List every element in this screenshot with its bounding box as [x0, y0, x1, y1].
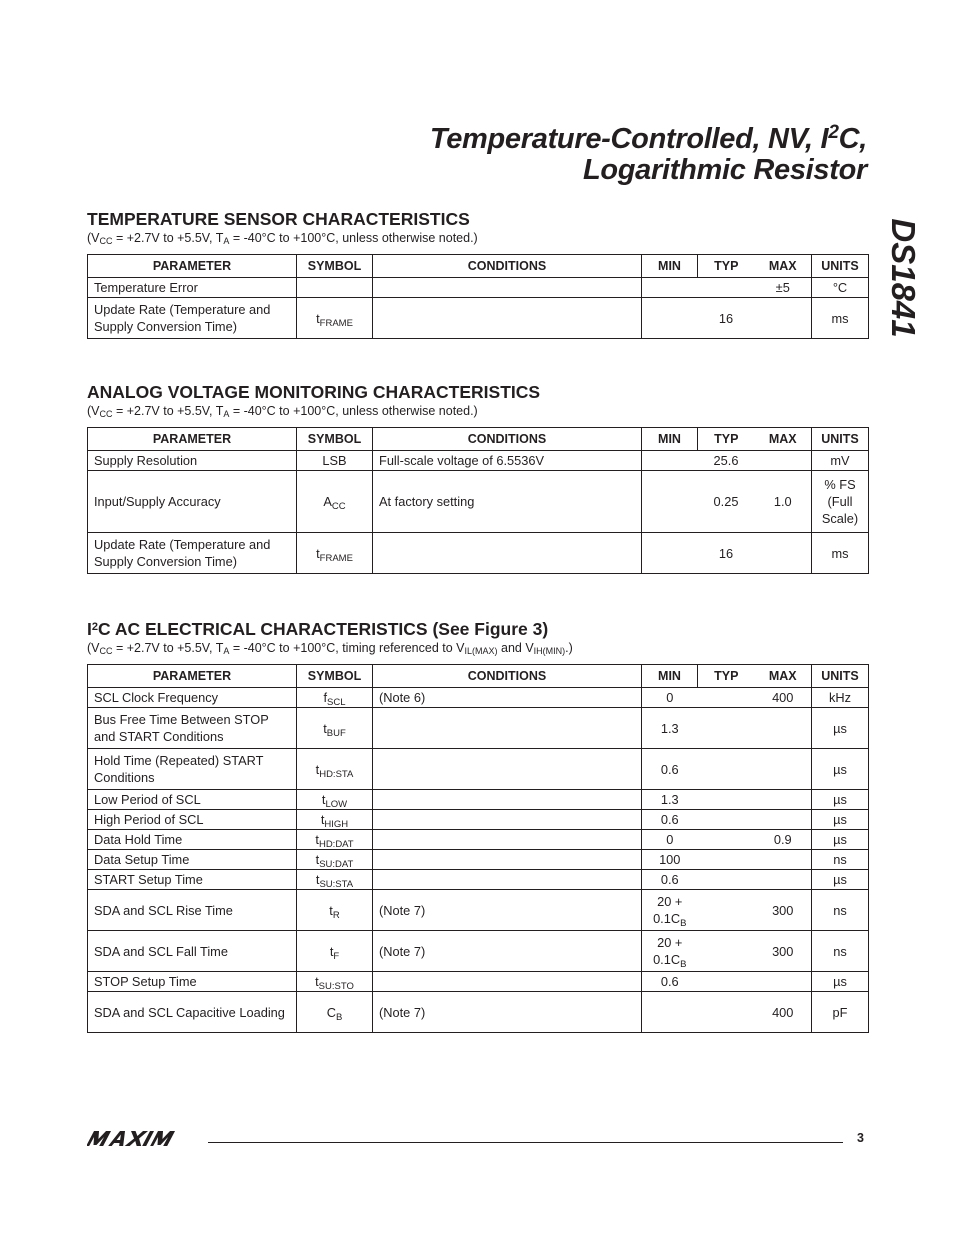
symbol-cell: $t_{HIGH}$ [297, 810, 373, 830]
col-header-min: MIN [642, 665, 698, 688]
conditions-note: ($V_{CC} = +2.7V$ to +5.5V, $T_A = -40^\circ C$ to +100°C, timing referenced to $V_{IL(MAX)}$ and $V_{IH(MIN)}$.) [87, 641, 573, 656]
table-row [88, 298, 869, 339]
symbol-cell: $t_{SU:STA}$ [297, 870, 373, 890]
max-cell [755, 870, 812, 890]
conditions-cell: At factory setting [373, 471, 642, 533]
typ-cell [698, 890, 755, 931]
typ-cell [698, 278, 755, 298]
units-cell: % FS (Full Scale) [812, 471, 869, 533]
i2c-ac-section [87, 618, 868, 1033]
units-cell: µs [812, 972, 869, 992]
title-line-2: Logarithmic Resistor [582, 154, 867, 186]
units-cell: ns [812, 890, 869, 931]
conditions-cell: (Note 6) [373, 688, 642, 708]
min-cell [642, 298, 698, 339]
symbol-cell [297, 278, 373, 298]
table-row [88, 278, 869, 298]
col-header-parameter: PARAMETER [88, 255, 297, 278]
typ-cell [698, 749, 755, 790]
units-cell: kHz [812, 688, 869, 708]
typ-cell [698, 708, 755, 749]
col-header-typ: TYP [698, 665, 755, 688]
col-header-units: UNITS [812, 255, 869, 278]
typ-cell: 16 [698, 298, 755, 339]
conditions-note: ($V_{CC} = +2.7V$ to +5.5V, $T_A = -40^\circ C$ to +100°C, unless otherwise noted.) [87, 231, 478, 246]
max-cell: 400 [755, 688, 812, 708]
symbol-cell: $t_{LOW}$ [297, 790, 373, 810]
col-header-min: MIN [642, 255, 698, 278]
units-cell: °C [812, 278, 869, 298]
symbol-cell: $t_{FRAME}$ [297, 533, 373, 574]
typ-cell: 25.6 [698, 451, 755, 471]
typ-cell [698, 790, 755, 810]
min-cell [642, 451, 698, 471]
conditions-cell: (Note 7) [373, 931, 642, 972]
max-cell: 300 [755, 931, 812, 972]
symbol-cell: $t_{SU:DAT}$ [297, 850, 373, 870]
temp-sensor-table [87, 254, 869, 339]
maxim-logo [87, 1128, 199, 1148]
max-cell [755, 790, 812, 810]
max-cell [755, 810, 812, 830]
conditions-cell [373, 830, 642, 850]
param-cell: Temperature Error [88, 278, 297, 298]
symbol-cell: $t_{FRAME}$ [297, 298, 373, 339]
param-cell: STOP Setup Time [88, 972, 297, 992]
param-cell: Input/Supply Accuracy [88, 471, 297, 533]
typ-cell [698, 870, 755, 890]
col-header-units: UNITS [812, 665, 869, 688]
conditions-cell [373, 749, 642, 790]
table-row [88, 850, 869, 870]
symbol-cell: $A_{CC}$ [297, 471, 373, 533]
param-cell: START Setup Time [88, 870, 297, 890]
footer-rule [208, 1142, 843, 1143]
max-cell [755, 533, 812, 574]
min-cell: 1.3 [642, 790, 698, 810]
symbol-cell: $t_{HD:STA}$ [297, 749, 373, 790]
typ-cell [698, 688, 755, 708]
symbol-cell: $t_R$ [297, 890, 373, 931]
param-cell: SDA and SCL Capacitive Loading [88, 992, 297, 1033]
units-cell: ns [812, 850, 869, 870]
conditions-cell: Full-scale voltage of 6.5536V [373, 451, 642, 471]
document-title [430, 124, 867, 186]
conditions-note: ($V_{CC} = +2.7V$ to +5.5V, $T_A = -40^\circ C$ to +100°C, unless otherwise noted.) [87, 404, 478, 419]
conditions-cell [373, 278, 642, 298]
max-cell: ±5 [755, 278, 812, 298]
table-row [88, 810, 869, 830]
col-header-parameter: PARAMETER [88, 665, 297, 688]
min-cell: 100 [642, 850, 698, 870]
temp-sensor-section [87, 208, 868, 339]
max-cell [755, 850, 812, 870]
typ-cell [698, 992, 755, 1033]
col-header-symbol: SYMBOL [297, 665, 373, 688]
min-cell: $20 + 0.1C_B$ [642, 931, 698, 972]
col-header-max: MAX [755, 428, 812, 451]
table-row [88, 830, 869, 850]
typ-cell: 0.25 [698, 471, 755, 533]
min-cell: $20 + 0.1C_B$ [642, 890, 698, 931]
conditions-cell [373, 972, 642, 992]
symbol-cell: $t_F$ [297, 931, 373, 972]
min-cell: 0 [642, 830, 698, 850]
min-cell [642, 278, 698, 298]
table-row [88, 790, 869, 810]
section-heading: $I^2C$ AC ELECTRICAL CHARACTERISTICS (See Figure 3) [87, 619, 549, 639]
max-cell [755, 298, 812, 339]
units-cell: mV [812, 451, 869, 471]
max-cell [755, 708, 812, 749]
typ-cell [698, 972, 755, 992]
min-cell [642, 992, 698, 1033]
param-cell: Supply Resolution [88, 451, 297, 471]
table-row [88, 972, 869, 992]
col-header-symbol: SYMBOL [297, 428, 373, 451]
conditions-cell: (Note 7) [373, 992, 642, 1033]
param-cell: SCL Clock Frequency [88, 688, 297, 708]
page-number: 3 [857, 1131, 864, 1145]
max-cell [755, 749, 812, 790]
min-cell: 0.6 [642, 810, 698, 830]
min-cell: 0.6 [642, 972, 698, 992]
col-header-max: MAX [755, 255, 812, 278]
section-heading: TEMPERATURE SENSOR CHARACTERISTICS [87, 209, 470, 229]
symbol-cell: LSB [297, 451, 373, 471]
units-cell: ns [812, 931, 869, 972]
col-header-symbol: SYMBOL [297, 255, 373, 278]
min-cell [642, 533, 698, 574]
param-cell: Data Hold Time [88, 830, 297, 850]
part-number: DS1841 [885, 218, 922, 338]
max-cell: 0.9 [755, 830, 812, 850]
min-cell [642, 471, 698, 533]
symbol-cell: $C_B$ [297, 992, 373, 1033]
typ-cell [698, 830, 755, 850]
units-cell: µs [812, 708, 869, 749]
max-cell: 300 [755, 890, 812, 931]
symbol-cell: $t_{SU:STO}$ [297, 972, 373, 992]
max-cell: 400 [755, 992, 812, 1033]
typ-cell [698, 931, 755, 972]
col-header-conditions: CONDITIONS [373, 428, 642, 451]
units-cell: µs [812, 830, 869, 850]
units-cell: pF [812, 992, 869, 1033]
max-cell [755, 451, 812, 471]
typ-cell [698, 810, 755, 830]
param-cell: Low Period of SCL [88, 790, 297, 810]
table-row [88, 533, 869, 574]
table-row [88, 451, 869, 471]
units-cell: µs [812, 790, 869, 810]
conditions-cell [373, 790, 642, 810]
conditions-cell [373, 298, 642, 339]
col-header-units: UNITS [812, 428, 869, 451]
table-header-row [88, 428, 869, 451]
units-cell: ms [812, 298, 869, 339]
col-header-parameter: PARAMETER [88, 428, 297, 451]
min-cell: 0.6 [642, 870, 698, 890]
col-header-min: MIN [642, 428, 698, 451]
param-cell: SDA and SCL Fall Time [88, 931, 297, 972]
col-header-typ: TYP [698, 428, 755, 451]
symbol-cell: $t_{BUF}$ [297, 708, 373, 749]
table-header-row [88, 255, 869, 278]
param-cell: Data Setup Time [88, 850, 297, 870]
param-cell: Bus Free Time Between STOP and START Conditions [88, 708, 297, 749]
col-header-conditions: CONDITIONS [373, 255, 642, 278]
param-cell: Update Rate (Temperature and Supply Conversion Time) [88, 533, 297, 574]
typ-cell [698, 850, 755, 870]
min-cell: 1.3 [642, 708, 698, 749]
col-header-typ: TYP [698, 255, 755, 278]
table-row [88, 992, 869, 1033]
i2c-ac-table [87, 664, 869, 1033]
table-row [88, 749, 869, 790]
conditions-cell [373, 708, 642, 749]
param-cell: Update Rate (Temperature and Supply Conversion Time) [88, 298, 297, 339]
table-row [88, 688, 869, 708]
conditions-cell [373, 870, 642, 890]
analog-monitoring-table [87, 427, 869, 574]
table-header-row [88, 665, 869, 688]
units-cell: µs [812, 810, 869, 830]
param-cell: SDA and SCL Rise Time [88, 890, 297, 931]
col-header-conditions: CONDITIONS [373, 665, 642, 688]
units-cell: ms [812, 533, 869, 574]
table-row [88, 931, 869, 972]
part-number-side-tab [883, 213, 923, 343]
typ-cell: 16 [698, 533, 755, 574]
table-row [88, 870, 869, 890]
symbol-cell: $t_{HD:DAT}$ [297, 830, 373, 850]
param-cell: High Period of SCL [88, 810, 297, 830]
conditions-cell [373, 533, 642, 574]
min-cell: 0.6 [642, 749, 698, 790]
min-cell: 0 [642, 688, 698, 708]
units-cell: µs [812, 749, 869, 790]
table-row [88, 890, 869, 931]
units-cell: µs [812, 870, 869, 890]
conditions-cell [373, 810, 642, 830]
title-line-1: Temperature-Controlled, NV, $I^2C$, [429, 122, 867, 155]
max-cell [755, 972, 812, 992]
conditions-cell [373, 850, 642, 870]
table-row [88, 708, 869, 749]
param-cell: Hold Time (Repeated) START Conditions [88, 749, 297, 790]
conditions-cell: (Note 7) [373, 890, 642, 931]
table-row [88, 471, 869, 533]
symbol-cell: $f_{SCL}$ [297, 688, 373, 708]
max-cell: 1.0 [755, 471, 812, 533]
section-heading: ANALOG VOLTAGE MONITORING CHARACTERISTICS [87, 382, 541, 402]
analog-monitoring-section [87, 381, 868, 574]
col-header-max: MAX [755, 665, 812, 688]
